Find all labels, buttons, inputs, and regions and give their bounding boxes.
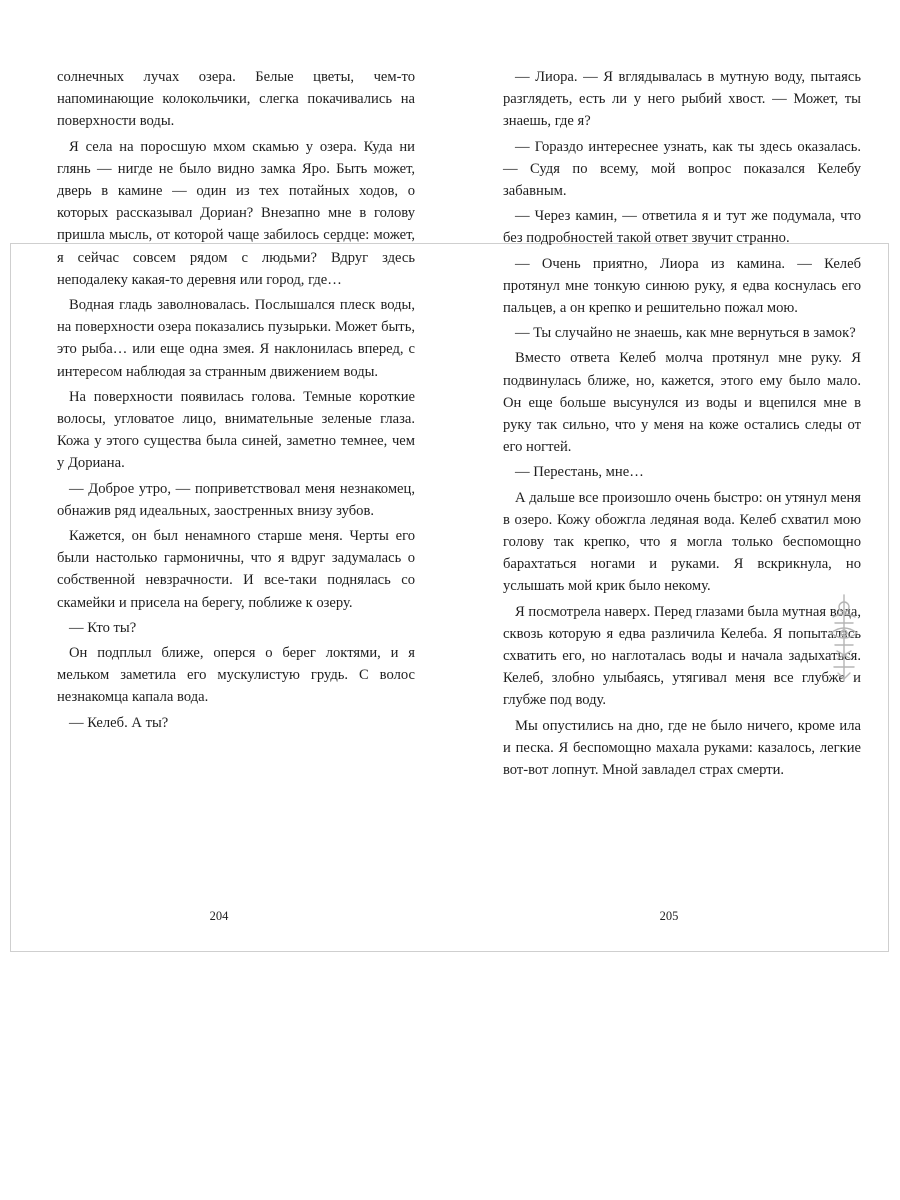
paragraph: Мы опустились на дно, где не было ничего, кроме ила и песка. Я беспомощно махала руками: казалось, легкие вот-вот лопнут. Мной завладел страх смерти. — [503, 717, 861, 779]
paragraph: — Ты случайно не знаешь, как мне вернуться в замок? — [515, 325, 856, 342]
page-number-left: 204 — [209, 909, 229, 923]
paragraph: Я посмотрела наверх. Перед глазами была мутная вода, сквозь которую я едва различила Келеба. Я попыталась схватить его, но наглоталась воды и начала задыхаться. Келеб, злобно улыбаясь, утягивал меня все глубже и глубже под воду. — [503, 603, 861, 709]
paragraph: Водная гладь заволновалась. Послышался плеск воды, на поверхности озера показались пузырьки. Может быть, это рыба… или еще одна змея. Я наклонилась вперед, с интересом наблюдая за странным движением воды. — [57, 297, 415, 380]
paragraph: — Келеб. А ты? — [69, 714, 169, 731]
paragraph: — Перестань, мне… — [515, 464, 644, 481]
decorative-rune-ornament-icon — [827, 593, 861, 683]
paragraph: — Кто ты? — [69, 619, 137, 636]
right-page-text — [503, 66, 861, 784]
paragraph: — Через камин, — ответила я и тут же подумала, что без подробностей такой ответ звучит странно. — [503, 208, 861, 247]
paragraph: Кажется, он был ненамного старше меня. Черты его были настолько гармоничны, что я вдруг задумалась о собственной невзрачности. И все-таки поднялась со скамейки и присела на берегу, поближе к озеру. — [57, 528, 415, 611]
paragraph: — Гораздо интереснее узнать, как ты здесь оказалась. — Судя по всему, мой вопрос показался Келебу забавным. — [503, 138, 861, 200]
left-page-text — [57, 66, 415, 737]
page-number-right: 205 — [659, 909, 679, 923]
paragraph: — Доброе утро, — поприветствовал меня незнакомец, обнажив ряд идеальных, заостренных внизу зубов. — [57, 480, 415, 519]
paragraph: солнечных лучах озера. Белые цветы, чем-то напоминающие колокольчики, слегка покачивались на поверхности воды. — [57, 69, 415, 130]
paragraph: На поверхности появилась голова. Темные короткие волосы, угловатое лицо, внимательные зеленые глаза. Кожа у этого существа была синей, заметно темнее, чем у Дориана. — [57, 388, 415, 472]
paragraph: А дальше все произошло очень быстро: он утянул меня в озеро. Кожу обожгла ледяная вода. Келеб схватил мою голову так крепко, что я могла только беспомощно барахтаться ногами и руками. Я вскрикнула, но услышать мой крик было некому. — [503, 489, 861, 595]
paragraph: — Очень приятно, Лиора из камина. — Келеб протянул мне тонкую синюю руку, я едва коснулась его пальцев, а он крепко и решительно пожал мою. — [503, 255, 861, 317]
paragraph: Я села на поросшую мхом скамью у озера. Куда ни глянь — нигде не было видно замка Яро. Быть может, дверь в камине — один из тех потайных ходов, о которых рассказывал Дориан? Внезапно мне в голову пришла мысль, от которой чаще забилось сердце: может, я сейчас совсем рядом с людьми? Вдруг здесь неподалеку какая-то деревня или город, где… — [57, 138, 415, 288]
paragraph: Вместо ответа Келеб молча протянул мне руку. Я подвинулась ближе, но, кажется, этого ему было мало. Он еще больше высунулся из воды и вцепился мне в руку так сильно, что у меня на коже остались следы от его ногтей. — [503, 350, 861, 456]
paragraph: — Лиора. — Я вглядывалась в мутную воду, пытаясь разглядеть, есть ли у него рыбий хвост. — Может, ты знаешь, где я? — [503, 69, 861, 130]
paragraph: Он подплыл ближе, оперся о берег локтями, и я мельком заметила его мускулистую грудь. С волос незнакомца капала вода. — [57, 645, 415, 706]
